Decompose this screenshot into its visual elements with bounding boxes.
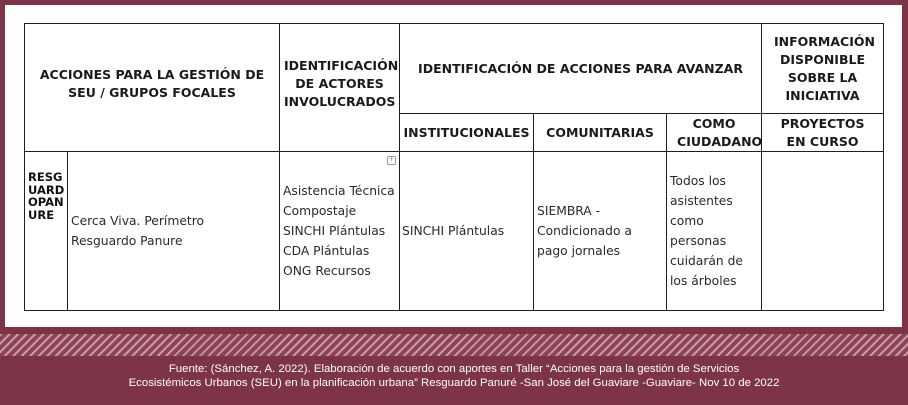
- list-item: SINCHI Plántulas: [283, 224, 386, 238]
- header-proyectos: [762, 114, 884, 152]
- header-avanzar: [400, 24, 762, 114]
- list-item: Asistencia Técnica: [283, 184, 395, 198]
- accion-cell: [68, 152, 280, 311]
- text-line: pago jornales: [537, 244, 621, 258]
- header-acciones: [25, 24, 280, 152]
- list-item: ONG Recursos: [283, 264, 371, 278]
- accion-text: Cerca Viva. Perímetro Resguardo Panure: [71, 214, 205, 248]
- table-row: [25, 152, 884, 311]
- header-info: [762, 24, 884, 114]
- ciudadano-cell: [667, 152, 762, 311]
- text-line: los árboles: [670, 274, 737, 288]
- text-line: Todos los: [670, 174, 726, 188]
- header-comunitarias-label: COMUNITARIAS: [546, 124, 654, 140]
- table-panel: [5, 5, 902, 327]
- header-ciudadano-label: COMO CIUDADANO: [677, 115, 763, 149]
- text-line: como: [670, 214, 704, 228]
- text-line: Condicionado a: [537, 224, 632, 238]
- header-institucionales: [400, 114, 534, 152]
- header-ciudadano: [667, 114, 762, 152]
- header-comunitarias: [534, 114, 667, 152]
- actores-cell: [280, 152, 400, 311]
- comunitarias-cell: [534, 152, 667, 311]
- text-line: asistentes: [670, 194, 733, 208]
- comunitarias-text: [537, 201, 666, 261]
- source-caption: [0, 362, 908, 390]
- header-actores-label: IDENTIFICACIÓN DE ACTORES INVOLUCRADOS: [284, 57, 399, 109]
- decorative-stripe: [0, 334, 908, 356]
- text-line: SIEMBRA -: [537, 204, 601, 218]
- caption-line-1: Fuente: (Sánchez, A. 2022). Elaboración de acuerdo con aportes en Taller “Acciones para la gestión de Servicios: [168, 363, 740, 375]
- ciudadano-text: [670, 171, 761, 291]
- expand-icon: +: [389, 156, 395, 163]
- header-actores: [280, 24, 400, 152]
- group-label-cell: [25, 152, 68, 311]
- header-info-label: INFORMACIÓN DISPONIBLE SOBRE LA INICIATIVA: [774, 33, 875, 103]
- actions-table: [24, 23, 884, 311]
- institucionales-text: SINCHI Plántulas: [402, 224, 505, 238]
- text-line: cuidarán de: [670, 254, 743, 268]
- institucionales-cell: [400, 152, 534, 311]
- header-avanzar-label: IDENTIFICACIÓN DE ACCIONES PARA AVANZAR: [418, 60, 743, 76]
- proyectos-cell: [762, 152, 884, 311]
- header-acciones-label: ACCIONES PARA LA GESTIÓN DE SEU / GRUPOS FOCALES: [39, 66, 265, 100]
- text-line: personas: [670, 234, 727, 248]
- header-proyectos-label: PROYECTOS EN CURSO: [780, 115, 865, 149]
- list-item: CDA Plántulas: [283, 244, 370, 258]
- header-institucionales-label: INSTITUCIONALES: [403, 124, 530, 140]
- caption-line-2: Ecosistémicos Urbanos (SEU) en la planificación urbana” Resguardo Panuré -San José del Guaviare -Guaviare- Nov 10 de 2022: [128, 377, 780, 389]
- actores-list: [283, 181, 399, 281]
- group-label: RESGUARDOPANURE: [28, 170, 65, 222]
- list-item: Compostaje: [283, 204, 357, 218]
